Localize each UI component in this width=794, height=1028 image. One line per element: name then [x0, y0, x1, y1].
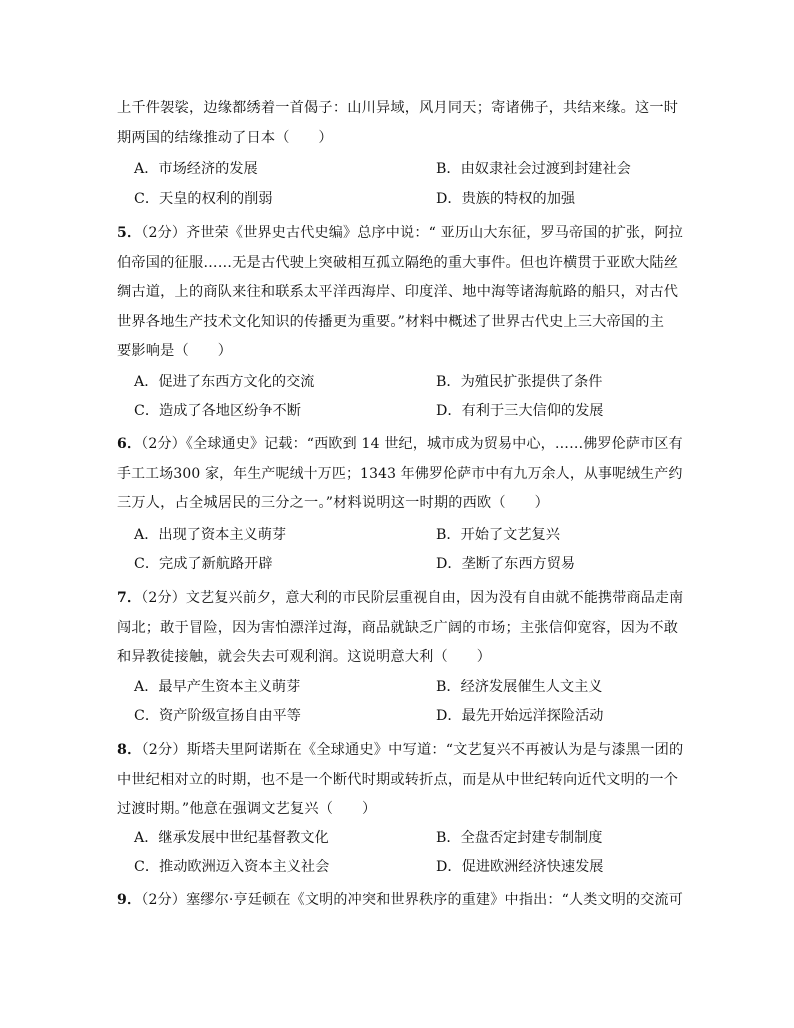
question-text-line: （2分）斯塔夫里阿诺斯在《全球通史》中写道：“文艺复兴不再被认为是与漆黑一团的	[141, 742, 684, 758]
question-text-line: 期两国的结缘推动了日本（ ）	[117, 129, 333, 146]
question-number: 9．	[117, 892, 142, 908]
question-number: 5．	[117, 225, 142, 241]
question-text-line: 过渡时期。”他意在强调文艺复兴（ ）	[117, 801, 377, 818]
option-a: A．最早产生资本主义萌芽	[134, 679, 301, 695]
option-d: D．最先开始远洋探险活动	[436, 708, 604, 724]
option-a: A．促进了东西方文化的交流	[134, 374, 315, 390]
option-d: D．有利于三大信仰的发展	[436, 403, 604, 419]
question-text-line: （2分）《全球通史》记载：“西欧到 14 世纪，城市成为贸易中心，……佛罗伦萨市区有	[141, 436, 683, 452]
question-text-line: 中世纪相对立的时期，也不是一个断代时期或转折点，而是从中世纪转向近代文明的一个	[117, 771, 679, 788]
option-b: B．经济发展催生人文主义	[436, 679, 603, 695]
question-number: 8．	[117, 742, 142, 758]
question-text-line: （2分）齐世荣《世界史古代史编》总序中说：“ 亚历山大东征，罗马帝国的扩张，阿拉	[141, 225, 684, 241]
option-a: A．继承发展中世纪基督教文化	[134, 830, 329, 846]
question-7	[117, 584, 683, 673]
option-d: D．垄断了东西方贸易	[436, 556, 576, 572]
question-text-line: 上千件袈裟，边缘都绣着一首偈子：山川异域，风月同天；寄诸佛子，共结来缘。这一时	[117, 100, 679, 116]
option-b: B．全盘否定封建专制制度	[436, 830, 603, 846]
question-9	[117, 886, 683, 916]
question-text-line: （2分）塞缪尔·亨廷顿在《文明的冲突和世界秩序的重建》中指出：“人类文明的交流可	[141, 892, 684, 908]
option-a: A．市场经济的发展	[134, 161, 258, 177]
question-text-line: 要影响是（ ）	[117, 343, 233, 360]
question-4-continued	[117, 94, 683, 153]
question-text-line: 和异教徒接触，就会失去可观利润。这说明意大利（ ）	[117, 649, 492, 666]
option-c: C．资产阶级宣扬自由平等	[134, 708, 301, 724]
question-text-line: 绸古道，上的商队来往和联系太平洋西海岸、印度洋、地中海等诸海航路的船只，对古代	[117, 284, 679, 301]
question-text-line: 三万人，占全城居民的三分之一。”材料说明这一时期的西欧（ ）	[117, 495, 549, 512]
question-text-line: 闯北；敢于冒险，因为害怕漂洋过海，商品就缺乏广阔的市场；主张信仰宽容，因为不敢	[117, 619, 679, 636]
option-c: C．完成了新航路开辟	[134, 556, 273, 572]
question-text-line: （2分）文艺复兴前夕，意大利的市民阶层重视自由，因为没有自由就不能携带商品走南	[141, 590, 684, 606]
option-b: B．为殖民扩张提供了条件	[436, 374, 603, 390]
question-5	[117, 219, 683, 367]
question-number: 6．	[117, 436, 142, 452]
option-d: D．贵族的特权的加强	[436, 191, 576, 207]
option-b: B．由奴隶社会过渡到封建社会	[436, 161, 631, 177]
question-6	[117, 430, 683, 519]
option-c: C．推动欧洲迈入资本主义社会	[134, 859, 330, 875]
question-8	[117, 736, 683, 825]
option-d: D．促进欧洲经济快速发展	[436, 859, 604, 875]
option-b: B．开始了文艺复兴	[436, 527, 560, 543]
option-c: C．天皇的权利的削弱	[134, 191, 273, 207]
question-text-line: 手工工场300 家，年生产呢绒十万匹；1343 年佛罗伦萨市中有九万余人，从事呢绒生产约	[117, 465, 683, 482]
question-number: 7．	[117, 590, 142, 606]
option-c: C．造成了各地区纷争不断	[134, 403, 301, 419]
option-a: A．出现了资本主义萌芽	[134, 527, 287, 543]
question-text-line: 世界各地生产技术文化知识的传播更为重要。”材料中概述了世界古代史上三大帝国的主	[117, 313, 665, 330]
question-text-line: 伯帝国的征服……无是古代驶上突破相互孤立隔绝的重大事件。但也许横贯于亚欧大陆丝	[117, 254, 679, 271]
